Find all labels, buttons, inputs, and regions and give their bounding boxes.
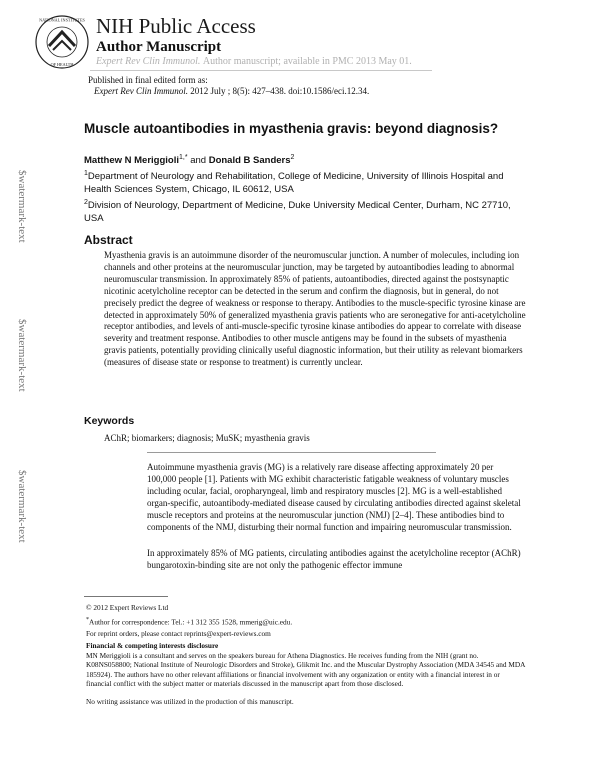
published-label: Published in final edited form as: bbox=[88, 75, 208, 85]
author-2-affiliation-mark: 2 bbox=[290, 154, 295, 161]
section-divider bbox=[147, 452, 436, 453]
copyright-note: © 2012 Expert Reviews Ltd bbox=[86, 603, 169, 612]
reprint-note: For reprint orders, please contact reprints@expert-reviews.com bbox=[86, 629, 271, 638]
published-journal: Expert Rev Clin Immunol. bbox=[94, 86, 188, 96]
writing-assistance-note: No writing assistance was utilized in the production of this manuscript. bbox=[86, 697, 294, 706]
published-citation bbox=[94, 86, 369, 96]
author-1-affiliation-mark: 1,* bbox=[179, 154, 188, 161]
abstract-heading: Abstract bbox=[84, 233, 133, 247]
nih-public-access-title: NIH Public Access bbox=[96, 14, 256, 38]
author-and: and bbox=[190, 155, 207, 167]
author-manuscript-label: Author Manuscript bbox=[96, 39, 222, 55]
article-title: Muscle autoantibodies in myasthenia gravis: beyond diagnosis? bbox=[84, 121, 499, 136]
abstract-text: Myasthenia gravis is an autoimmune disorder of the neuromuscular junction. A number of molecules, including ion channels and other proteins at the neuromuscular junction, may be targeted by autoantibodies leading to abnormal neuromuscular transmission. In approximately 85% of patients, autoantibodies, directed against the postsynaptic nicotinic acetylcholine receptor can be detected in the serum and confirm the diagnosis, but in general, do not precisely predict the degree of weakness or response to therapy. Antibodies to the muscle-specific tyrosine kinase are detected in approximately 50% of generalized myasthenia gravis patients who are seronegative for anti-acetylcholine receptor antibodies, and levels of anti-muscle-specific tyrosine kinase antibodies do appear to correlate with disease severity and treatment response. Antibodies to other muscle antigens may be found in the subsets of myasthenia gravis patients, potentially providing clinically useful diagnostic information, but their utility as relevant biomarkers (measures of disease state or response to treatment) is currently unclear. bbox=[104, 250, 526, 368]
correspondence-note: *Author for correspondence: Tel.: +1 312 355 1528, mmerig@uic.edu. bbox=[86, 617, 293, 627]
watermark-2: $watermark-text bbox=[16, 319, 28, 392]
financial-disclosure-heading: Financial & competing interests disclosure bbox=[86, 641, 219, 650]
body-paragraph-1: Autoimmune myasthenia gravis (MG) is a relatively rare disease affecting approximately 20 per 100,000 people [1]. Patients with MG exhibit characteristic fatigable weakness of voluntary muscles including ocular, facial, oropharyngeal, limb and respiratory muscles [2]. MG is a well-established organ-specific, autoantibody-mediated disease caused by circulating antibodies directed against skeletal muscle receptors and proteins at the neuromuscular junction (NMJ) [2–4]. These antibodies bind to components of the NMJ, disturbing their normal function and impairing neuromuscular transmission. bbox=[147, 462, 521, 532]
watermark-1: $watermark-text bbox=[16, 170, 28, 243]
nih-seal-logo bbox=[34, 14, 90, 70]
affiliation-1: $^1$Department of Neurology and Rehabilitation, College of Medicine, University of Illinois Hospital and Health Sciences System, Chicago, IL 60612, USA bbox=[84, 170, 504, 196]
svg-text:OF HEALTH: OF HEALTH bbox=[50, 62, 74, 67]
body-paragraph-2: In approximately 85% of MG patients, circulating antibodies against the acetylcholine receptor (AChR) bungarotoxin-binding site are not only the pathogenic effector immune bbox=[147, 548, 521, 570]
footnote-divider bbox=[84, 596, 168, 597]
journal-name: Expert Rev Clin Immunol. bbox=[96, 56, 201, 67]
affiliation-2: $^2$Division of Neurology, Department of Medicine, Duke University Medical Center, Durham, NC 27710, USA bbox=[84, 199, 511, 225]
author-1: Matthew N Meriggioli bbox=[84, 155, 179, 167]
author-2: Donald B Sanders bbox=[208, 155, 291, 167]
financial-disclosure-text: MN Meriggioli is a consultant and serves on the speakers bureau for Athena Diagnostics. He receives funding from the NIH (grant no. K08NS058800; National Institute of Neurologic Disorders and Stroke), Glikmit Inc. and the Muscular Dystrophy Association (MDA 34545 and MDA 185924). The authors have no other relevant affiliations or financial involvement with any organization or entity with a financial interest in or financial conflict with the subject matter or materials discussed in the manuscript apart from those disclosed. bbox=[86, 651, 525, 689]
availability-text: Author manuscript; available in PMC 2013 May 01. bbox=[202, 56, 412, 67]
header-divider bbox=[90, 70, 432, 71]
citation-details: 2012 July ; 8(5): 427–438. doi:10.1586/eci.12.34. bbox=[190, 86, 370, 96]
svg-text:NATIONAL INSTITUTES: NATIONAL INSTITUTES bbox=[39, 17, 85, 23]
journal-availability-line bbox=[96, 56, 412, 67]
author-list bbox=[84, 154, 294, 166]
watermark-3: $watermark-text bbox=[16, 470, 28, 543]
keywords-heading: Keywords bbox=[84, 415, 135, 427]
keywords-text: AChR; biomarkers; diagnosis; MuSK; myasthenia gravis bbox=[104, 433, 310, 443]
